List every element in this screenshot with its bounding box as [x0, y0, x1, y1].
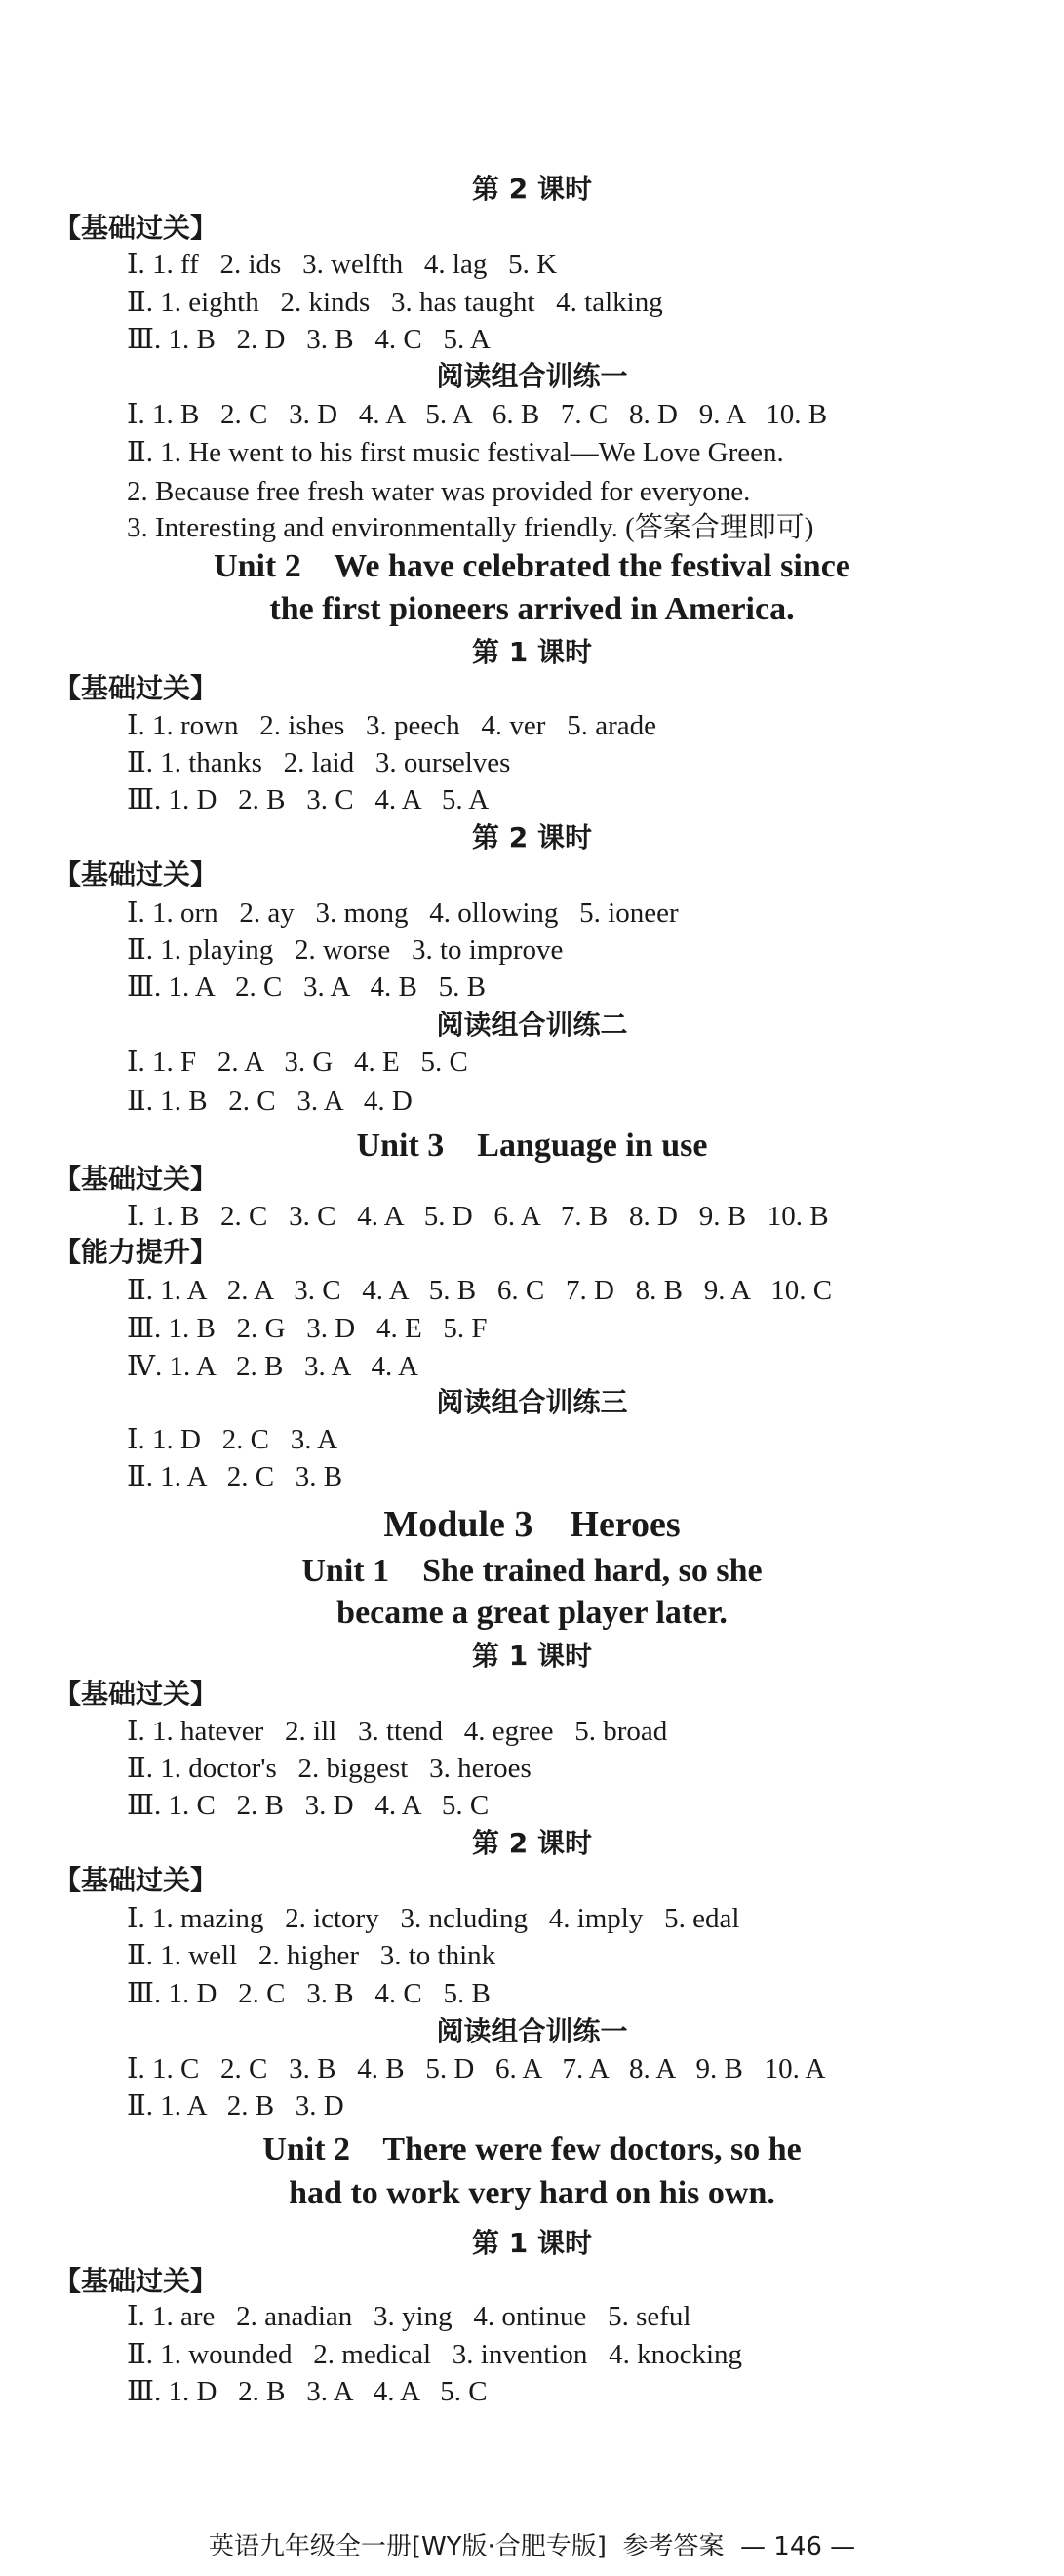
answer-row: Ⅰ. 1. B 2. C 3. D 4. A 5. A 6. B 7. C 8. D 9. A 10. B	[127, 399, 828, 430]
answer-row: Ⅱ. 1. eighth 2. kinds 3. has taught 4. talking	[127, 287, 663, 318]
answer-row: Ⅰ. 1. are 2. anadian 3. ying 4. ontinue 5. seful	[127, 2301, 691, 2332]
answer-row: Ⅱ. 1. thanks 2. laid 3. ourselves	[127, 747, 511, 778]
answer-row: 2. Because free fresh water was provided for everyone.	[127, 476, 751, 507]
answer-row: Ⅰ. 1. hatever 2. ill 3. ttend 4. egree 5. broad	[127, 1716, 668, 1747]
section-tag: 【能力提升】	[54, 1236, 218, 1268]
unit-title: had to work very hard on his own.	[289, 2175, 775, 2211]
section-subheading: 阅读组合训练三	[436, 1386, 628, 1418]
answer-row: Ⅰ. 1. mazing 2. ictory 3. ncluding 4. imply 5. edal	[127, 1903, 740, 1934]
answer-row: Ⅰ. 1. ff 2. ids 3. welfth 4. lag 5. K	[127, 249, 558, 280]
answer-row: Ⅲ. 1. B 2. D 3. B 4. C 5. A	[127, 324, 491, 355]
section-subheading: 阅读组合训练二	[436, 1009, 628, 1041]
section-subheading: 第 1 课时	[472, 1640, 592, 1672]
section-subheading: 第 1 课时	[472, 636, 592, 668]
unit-title: Unit 2 There were few doctors, so he	[262, 2131, 802, 2167]
answer-row: 3. Interesting and environmentally friendly. (答案合理即可)	[127, 512, 814, 543]
section-tag: 【基础过关】	[54, 2265, 218, 2297]
section-subheading: 阅读组合训练一	[436, 360, 628, 392]
answer-row: Ⅰ. 1. rown 2. ishes 3. peech 4. ver 5. arade	[127, 710, 656, 741]
page-footer: 英语九年级全一册[WY版·合肥专版] 参考答案 — 146 —	[208, 2532, 856, 2561]
answer-row: Ⅱ. 1. doctor's 2. biggest 3. heroes	[127, 1753, 532, 1784]
answer-row: Ⅱ. 1. He went to his first music festival—We Love Green.	[127, 437, 784, 468]
unit-title: Unit 3 Language in use	[356, 1128, 708, 1164]
section-subheading: 第 2 课时	[472, 821, 592, 853]
answer-row: Ⅲ. 1. D 2. C 3. B 4. C 5. B	[127, 1978, 491, 2009]
answer-row: Ⅲ. 1. D 2. B 3. A 4. A 5. C	[127, 2376, 488, 2407]
answer-row: Ⅱ. 1. well 2. higher 3. to think	[127, 1940, 496, 1971]
section-subheading: 第 2 课时	[472, 1827, 592, 1859]
answer-row: Ⅱ. 1. A 2. C 3. B	[127, 1461, 343, 1492]
section-tag: 【基础过关】	[54, 1678, 218, 1710]
answer-row: Ⅰ. 1. orn 2. ay 3. mong 4. ollowing 5. ioneer	[127, 897, 679, 929]
answer-row: Ⅱ. 1. playing 2. worse 3. to improve	[127, 934, 564, 966]
unit-title: Unit 2 We have celebrated the festival since	[214, 548, 850, 584]
answer-row: Ⅲ. 1. D 2. B 3. C 4. A 5. A	[127, 784, 490, 815]
answer-row: Ⅳ. 1. A 2. B 3. A 4. A	[127, 1351, 418, 1382]
unit-title: the first pioneers arrived in America.	[269, 591, 795, 627]
section-tag: 【基础过关】	[54, 672, 218, 704]
answer-row: Ⅱ. 1. wounded 2. medical 3. invention 4. knocking	[127, 2339, 743, 2370]
section-tag: 【基础过关】	[54, 1864, 218, 1896]
section-tag: 【基础过关】	[54, 212, 218, 244]
answer-row: Ⅱ. 1. A 2. A 3. C 4. A 5. B 6. C 7. D 8. B 9. A 10. C	[127, 1275, 833, 1306]
answer-row: Ⅰ. 1. D 2. C 3. A	[127, 1424, 338, 1455]
answer-row: Ⅰ. 1. C 2. C 3. B 4. B 5. D 6. A 7. A 8. A 9. B 10. A	[127, 2053, 826, 2084]
answer-row: Ⅲ. 1. A 2. C 3. A 4. B 5. B	[127, 971, 486, 1003]
section-subheading: 第 2 课时	[472, 173, 592, 205]
module-title: Module 3 Heroes	[383, 1504, 681, 1545]
section-tag: 【基础过关】	[54, 1163, 218, 1195]
section-tag: 【基础过关】	[54, 858, 218, 891]
unit-title: became a great player later.	[336, 1595, 728, 1631]
section-subheading: 阅读组合训练一	[436, 2015, 628, 2047]
answer-row: Ⅲ. 1. B 2. G 3. D 4. E 5. F	[127, 1313, 488, 1344]
answer-row: Ⅰ. 1. B 2. C 3. C 4. A 5. D 6. A 7. B 8. D 9. B 10. B	[127, 1201, 829, 1232]
answer-row: Ⅲ. 1. C 2. B 3. D 4. A 5. C	[127, 1790, 490, 1821]
answer-row: Ⅱ. 1. A 2. B 3. D	[127, 2090, 344, 2121]
section-subheading: 第 1 课时	[472, 2227, 592, 2259]
unit-title: Unit 1 She trained hard, so she	[301, 1553, 763, 1589]
answer-row: Ⅰ. 1. F 2. A 3. G 4. E 5. C	[127, 1047, 468, 1078]
answer-row: Ⅱ. 1. B 2. C 3. A 4. D	[127, 1086, 413, 1117]
